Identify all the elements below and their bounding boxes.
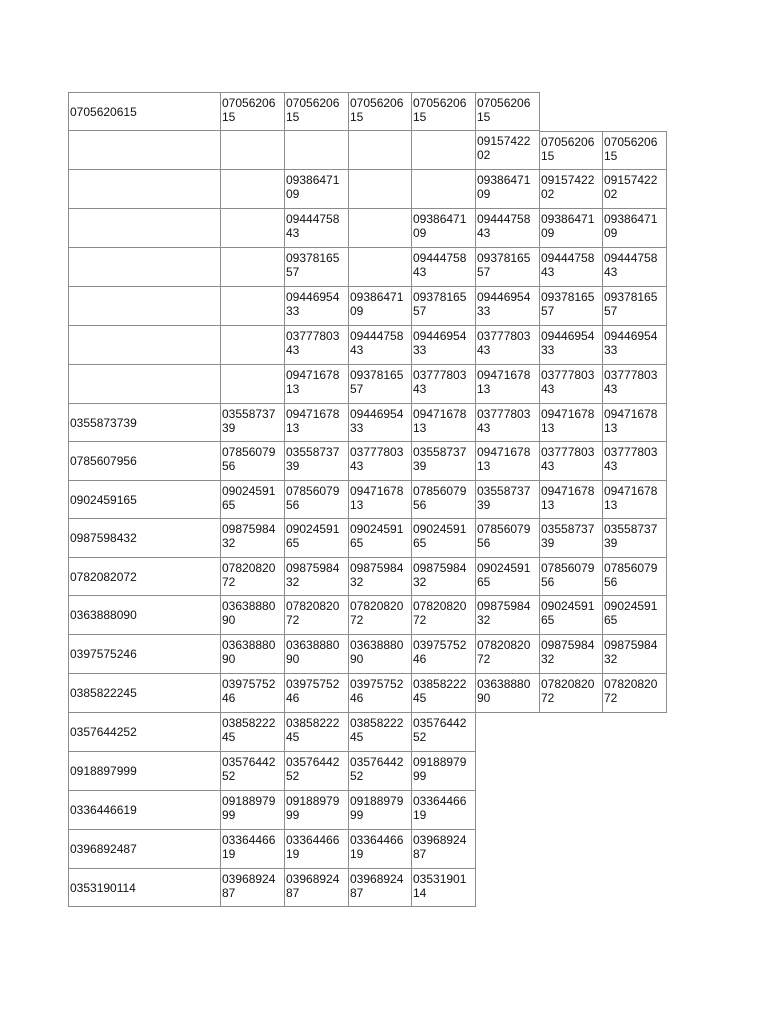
phone-number-cell: 09471678 13 <box>349 481 412 519</box>
phone-number-cell: 03558737 39 <box>540 519 603 558</box>
phone-number-cell: 09471678 13 <box>603 404 667 442</box>
phone-number-cell: 09378165 57 <box>285 248 349 287</box>
phone-number-cell: 09157422 02 <box>603 170 667 209</box>
phone-number-cell: 09024591 65 <box>540 596 603 635</box>
phone-number-cell: 09386471 09 <box>476 170 540 209</box>
phone-number-cell: 07056206 15 <box>221 92 285 131</box>
phone-number-cell <box>412 170 476 209</box>
phone-number-label-cell: 0357644252 <box>68 713 221 752</box>
phone-number-cell: 03576442 52 <box>221 752 285 791</box>
phone-number-cell <box>349 209 412 248</box>
phone-number-cell: 03558737 39 <box>221 404 285 442</box>
phone-number-cell: 09471678 13 <box>285 365 349 404</box>
phone-number-cell: 09875984 32 <box>603 635 667 674</box>
phone-number-label-cell: 0397575246 <box>68 635 221 674</box>
phone-number-cell: 09875984 32 <box>221 519 285 558</box>
phone-number-label-cell: 0336446619 <box>68 791 221 830</box>
phone-number-cell: 07056206 15 <box>285 92 349 131</box>
phone-number-cell: 07056206 15 <box>540 131 603 170</box>
phone-number-cell: 03777803 43 <box>349 442 412 481</box>
phone-number-cell: 03558737 39 <box>412 442 476 481</box>
phone-number-cell: 07856079 56 <box>285 481 349 519</box>
phone-number-cell: 09188979 99 <box>221 791 285 830</box>
phone-number-cell: 09875984 32 <box>412 558 476 596</box>
phone-number-cell: 03558737 39 <box>476 481 540 519</box>
phone-number-cell: 09446954 33 <box>540 326 603 365</box>
phone-number-cell <box>221 365 285 404</box>
phone-number-cell: 09188979 99 <box>349 791 412 830</box>
phone-number-cell <box>412 131 476 170</box>
phone-number-cell: 03975752 46 <box>221 674 285 713</box>
phone-number-cell: 09875984 32 <box>285 558 349 596</box>
phone-number-label-cell <box>68 365 221 404</box>
phone-number-cell: 03558737 39 <box>285 442 349 481</box>
phone-number-cell: 03576442 52 <box>349 752 412 791</box>
phone-number-cell: 03777803 43 <box>540 365 603 404</box>
phone-number-cell: 03364466 19 <box>285 830 349 869</box>
phone-number-cell <box>221 209 285 248</box>
phone-number-cell: 09444758 43 <box>285 209 349 248</box>
phone-number-cell: 09386471 09 <box>412 209 476 248</box>
phone-number-cell: 09386471 09 <box>540 209 603 248</box>
phone-number-cell: 07856079 56 <box>476 519 540 558</box>
phone-number-cell: 09471678 13 <box>540 404 603 442</box>
phone-number-cell: 09446954 33 <box>603 326 667 365</box>
phone-number-cell: 09444758 43 <box>412 248 476 287</box>
phone-number-cell: 03576442 52 <box>412 713 476 752</box>
phone-number-label-cell: 0385822245 <box>68 674 221 713</box>
phone-number-cell: 03968924 87 <box>285 869 349 907</box>
phone-number-label-cell <box>68 170 221 209</box>
phone-number-cell: 09471678 13 <box>476 365 540 404</box>
phone-number-cell: 03364466 19 <box>221 830 285 869</box>
phone-number-label-cell: 0353190114 <box>68 869 221 907</box>
phone-number-cell: 07820820 72 <box>221 558 285 596</box>
phone-number-cell: 09188979 99 <box>285 791 349 830</box>
phone-number-cell: 09446954 33 <box>285 287 349 326</box>
phone-number-cell: 07820820 72 <box>285 596 349 635</box>
phone-number-cell: 07820820 72 <box>540 674 603 713</box>
phone-number-label-cell <box>68 248 221 287</box>
phone-number-cell: 03531901 14 <box>412 869 476 907</box>
phone-number-cell: 09188979 99 <box>412 752 476 791</box>
phone-number-cell <box>221 287 285 326</box>
phone-number-cell: 03968924 87 <box>349 869 412 907</box>
phone-number-cell: 03968924 87 <box>412 830 476 869</box>
phone-number-cell: 03968924 87 <box>221 869 285 907</box>
phone-number-cell: 09024591 65 <box>221 481 285 519</box>
phone-number-label-cell: 0902459165 <box>68 481 221 519</box>
phone-number-cell: 09446954 33 <box>349 404 412 442</box>
phone-number-cell: 03638880 90 <box>221 596 285 635</box>
phone-number-label-cell <box>68 287 221 326</box>
phone-number-cell: 07820820 72 <box>603 674 667 713</box>
phone-number-label-cell: 0987598432 <box>68 519 221 558</box>
phone-number-cell: 07056206 15 <box>412 92 476 131</box>
phone-number-cell <box>349 248 412 287</box>
phone-number-cell: 09378165 57 <box>603 287 667 326</box>
phone-number-cell: 09471678 13 <box>476 442 540 481</box>
phone-number-label-cell: 0363888090 <box>68 596 221 635</box>
phone-number-cell: 03576442 52 <box>285 752 349 791</box>
phone-number-cell: 07820820 72 <box>349 596 412 635</box>
phone-number-cell <box>221 326 285 365</box>
phone-number-cell: 03638880 90 <box>476 674 540 713</box>
phone-number-cell: 07056206 15 <box>476 92 540 131</box>
phone-number-cell: 03638880 90 <box>349 635 412 674</box>
phone-number-cell: 09471678 13 <box>603 481 667 519</box>
phone-number-label-cell: 0355873739 <box>68 404 221 442</box>
phone-number-label-cell: 0918897999 <box>68 752 221 791</box>
phone-number-cell: 09378165 57 <box>476 248 540 287</box>
phone-number-label-cell <box>68 326 221 365</box>
phone-number-cell: 09444758 43 <box>540 248 603 287</box>
phone-number-cell: 03638880 90 <box>285 635 349 674</box>
phone-number-cell: 09471678 13 <box>412 404 476 442</box>
phone-number-label-cell <box>68 131 221 170</box>
phone-number-cell: 09386471 09 <box>603 209 667 248</box>
phone-number-cell: 03858222 45 <box>349 713 412 752</box>
phone-number-cell: 03777803 43 <box>540 442 603 481</box>
phone-number-cell: 09024591 65 <box>349 519 412 558</box>
phone-number-cell: 07856079 56 <box>221 442 285 481</box>
phone-number-cell: 07820820 72 <box>476 635 540 674</box>
phone-number-cell: 03975752 46 <box>412 635 476 674</box>
phone-number-label-cell: 0396892487 <box>68 830 221 869</box>
phone-number-cell: 09024591 65 <box>476 558 540 596</box>
phone-number-cell: 07856079 56 <box>540 558 603 596</box>
phone-number-cell: 09024591 65 <box>603 596 667 635</box>
phone-number-cell: 07056206 15 <box>349 92 412 131</box>
phone-number-cell: 03364466 19 <box>412 791 476 830</box>
phone-number-cell: 09446954 33 <box>476 287 540 326</box>
phone-number-cell: 03777803 43 <box>603 365 667 404</box>
phone-number-cell: 03858222 45 <box>412 674 476 713</box>
phone-number-cell: 09386471 09 <box>285 170 349 209</box>
phone-number-cell: 03777803 43 <box>476 404 540 442</box>
phone-number-cell: 09875984 32 <box>476 596 540 635</box>
phone-number-cell: 07856079 56 <box>412 481 476 519</box>
phone-number-cell: 07056206 15 <box>603 131 667 170</box>
phone-number-cell: 03777803 43 <box>476 326 540 365</box>
phone-number-cell: 03777803 43 <box>412 365 476 404</box>
phone-number-cell: 03858222 45 <box>285 713 349 752</box>
phone-number-cell: 09386471 09 <box>349 287 412 326</box>
phone-number-cell: 09378165 57 <box>349 365 412 404</box>
phone-number-cell: 09378165 57 <box>412 287 476 326</box>
phone-number-cell: 09875984 32 <box>349 558 412 596</box>
phone-number-cell: 09157422 02 <box>476 131 540 170</box>
phone-number-cell <box>221 248 285 287</box>
phone-number-cell: 09444758 43 <box>603 248 667 287</box>
phone-number-cell: 09024591 65 <box>285 519 349 558</box>
phone-number-cell: 03638880 90 <box>221 635 285 674</box>
phone-number-cell: 09875984 32 <box>540 635 603 674</box>
phone-number-label-cell: 0782082072 <box>68 558 221 596</box>
phone-number-cell: 03975752 46 <box>349 674 412 713</box>
phone-number-cell: 09378165 57 <box>540 287 603 326</box>
phone-number-label-cell <box>68 209 221 248</box>
phone-number-cell <box>221 131 285 170</box>
phone-number-label-cell: 0785607956 <box>68 442 221 481</box>
phone-number-cell: 09471678 13 <box>285 404 349 442</box>
phone-number-cell <box>221 170 285 209</box>
phone-number-cell: 09444758 43 <box>349 326 412 365</box>
phone-number-cell: 07856079 56 <box>603 558 667 596</box>
phone-number-label-cell: 0705620615 <box>68 92 221 131</box>
phone-number-cell: 09157422 02 <box>540 170 603 209</box>
phone-number-cell: 07820820 72 <box>412 596 476 635</box>
phone-number-cell: 03975752 46 <box>285 674 349 713</box>
phone-number-cell: 09024591 65 <box>412 519 476 558</box>
phone-number-cell: 03858222 45 <box>221 713 285 752</box>
phone-number-cell: 09444758 43 <box>476 209 540 248</box>
phone-number-cell: 09471678 13 <box>540 481 603 519</box>
phone-number-cell <box>349 131 412 170</box>
phone-number-cell: 03777803 43 <box>603 442 667 481</box>
phone-number-cell <box>285 131 349 170</box>
phone-number-cell: 03777803 43 <box>285 326 349 365</box>
phone-number-cell: 03364466 19 <box>349 830 412 869</box>
phone-number-cell <box>349 170 412 209</box>
phone-number-cell: 03558737 39 <box>603 519 667 558</box>
phone-number-cell: 09446954 33 <box>412 326 476 365</box>
